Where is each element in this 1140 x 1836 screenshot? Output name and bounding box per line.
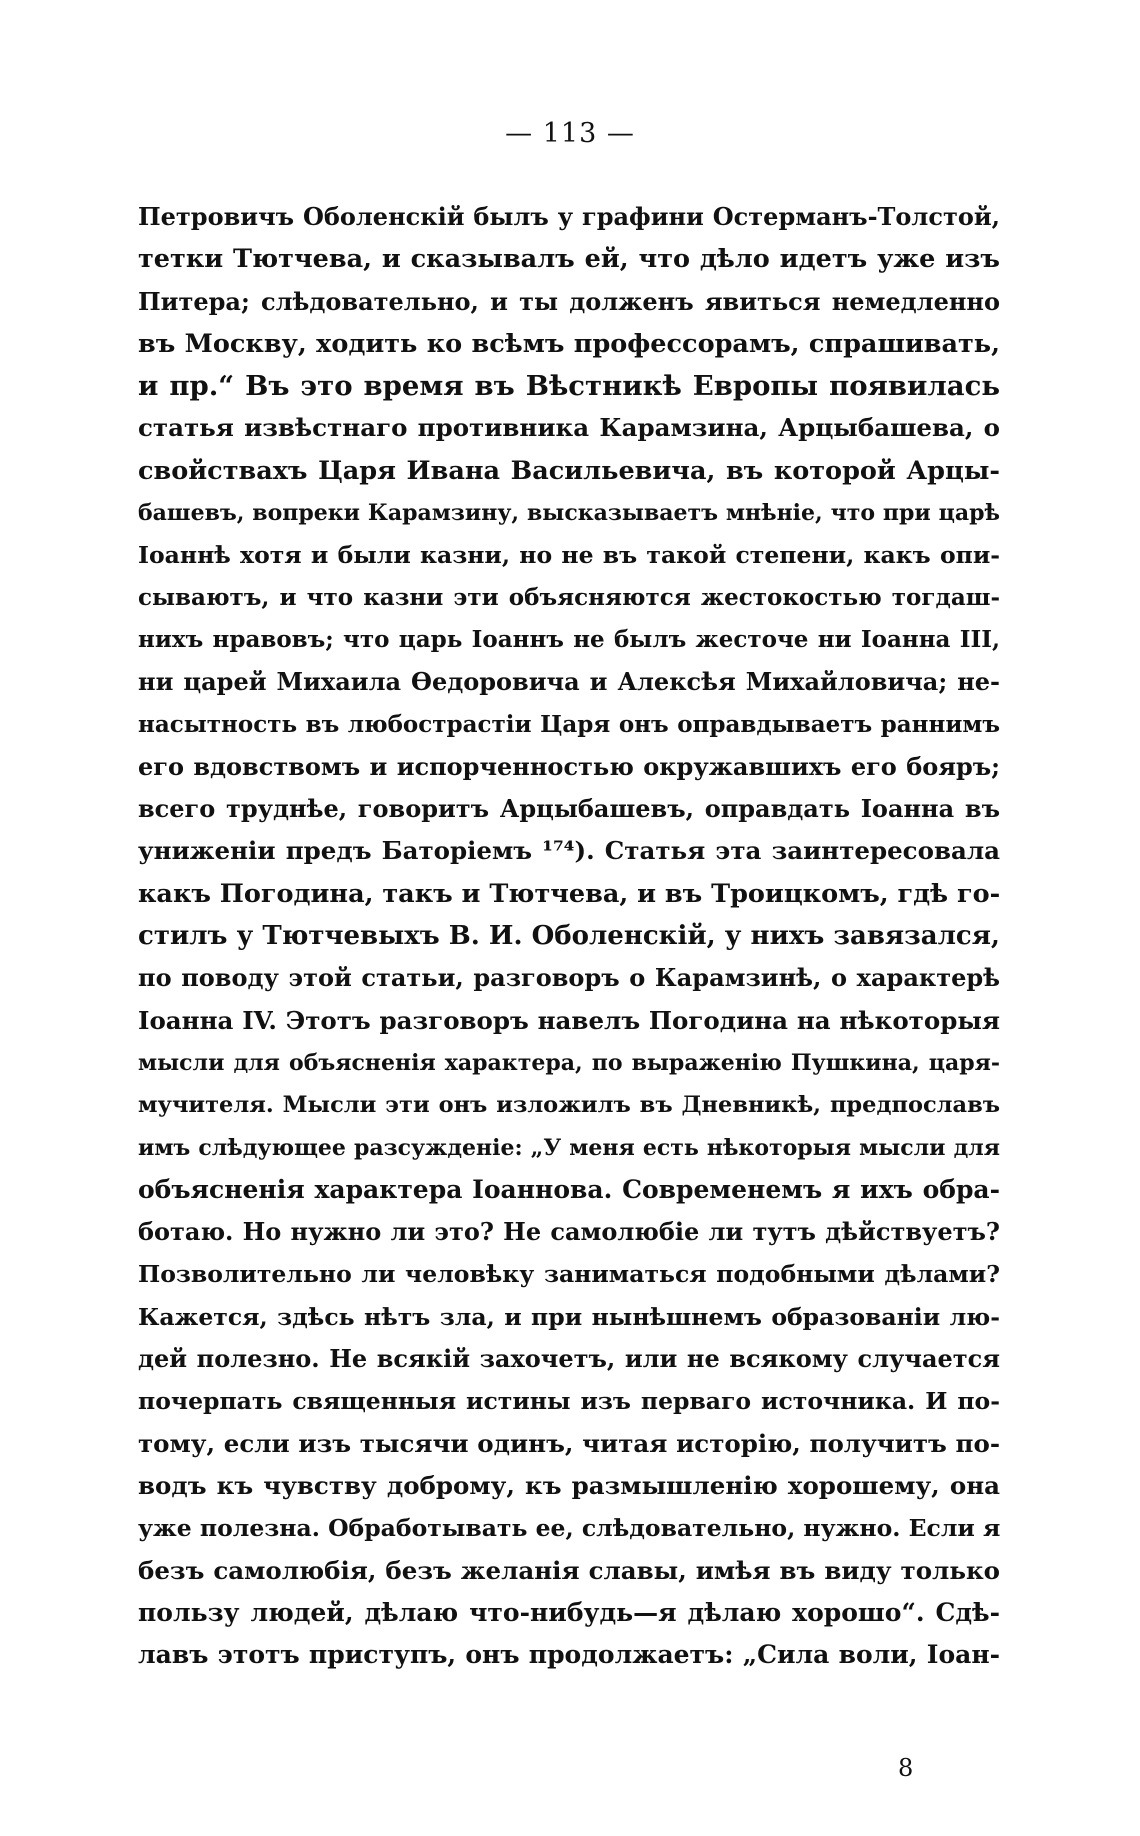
text-line: объясненія характера Іоаннова. Современемъ я ихъ обра- <box>138 1174 1000 1204</box>
text-line: пользу людей, дѣлаю что-нибудь—я дѣлаю хорошо“. Сдѣ- <box>138 1597 1000 1627</box>
page-number: — 113 — <box>505 118 635 149</box>
text-line: сываютъ, и что казни эти объясняются жестокостью тогдаш- <box>138 583 1000 611</box>
text-line: униженіи предъ Баторіемъ ¹⁷⁴). Статья эта заинтересовала <box>138 836 1000 866</box>
text-line: Кажется, здѣсь нѣтъ зла, и при нынѣшнемъ образованіи лю- <box>138 1302 1000 1331</box>
signature-mark: 8 <box>898 1754 914 1782</box>
text-line: ботаю. Но нужно ли это? Не самолюбіе ли тутъ дѣйствуетъ? <box>138 1217 1000 1247</box>
text-line: статья извѣстнаго противника Карамзина, Арцыбашева, о <box>138 413 1000 443</box>
text-line: насытность въ любострастіи Царя онъ оправдываетъ раннимъ <box>138 710 1000 738</box>
text-line: водъ къ чувству доброму, къ размышленію хорошему, она <box>138 1470 1000 1500</box>
text-line: почерпать священныя истины изъ перваго источника. И по- <box>138 1387 1000 1416</box>
text-line: лавъ этотъ приступъ, онъ продолжаетъ: „Сила воли, Іоан- <box>138 1640 1000 1670</box>
text-line: уже полезна. Обработывать ее, слѣдовательно, нужно. Если я <box>138 1514 1001 1543</box>
text-line: его вдовствомъ и испорченностью окружавшихъ его бояръ; <box>138 751 1000 781</box>
text-line: всего труднѣе, говоритъ Арцыбашевъ, оправдать Іоанна въ <box>138 794 1000 824</box>
text-line: имъ слѣдующее разсужденіе: „У меня есть нѣкоторыя мысли для <box>138 1134 1000 1161</box>
text-line: по поводу этой статьи, разговоръ о Карамзинѣ, о характерѣ <box>138 963 1000 993</box>
body-text <box>138 196 1000 1676</box>
text-line: тетки Тютчева, и сказывалъ ей, что дѣло идетъ уже изъ <box>138 244 1000 275</box>
text-line: мысли для объясненія характера, по выраженію Пушкина, царя- <box>138 1049 1000 1076</box>
text-line: ни царей Михаила Ѳедоровича и Алексѣя Михайловича; не- <box>138 667 1000 697</box>
text-line: нихъ нравовъ; что царь Іоаннъ не былъ жесточе ни Іоанна III, <box>138 625 1000 653</box>
text-line: въ Москву, ходить ко всѣмъ профессорамъ, спрашивать, <box>138 328 1000 359</box>
text-line: Іоаннѣ хотя и были казни, но не въ такой степени, какъ опи- <box>138 541 1000 570</box>
text-line: свойствахъ Царя Ивана Васильевича, въ которой Арцы- <box>138 455 1000 486</box>
text-line: Позволительно ли человѣку заниматься подобными дѣлами? <box>138 1260 1000 1289</box>
text-line: какъ Погодина, такъ и Тютчева, и въ Троицкомъ, гдѣ го- <box>138 878 1001 909</box>
text-line: тому, если изъ тысячи одинъ, читая исторію, получитъ по- <box>138 1428 1000 1458</box>
text-line: Іоанна IV. Этотъ разговоръ навелъ Погодина на нѣкоторыя <box>138 1005 1000 1035</box>
text-line: дей полезно. Не всякій захочетъ, или не всякому случается <box>138 1344 1000 1374</box>
text-line: Питера; слѣдовательно, и ты долженъ явиться немедленно <box>138 286 1000 316</box>
text-line: стилъ у Тютчевыхъ В. И. Оболенскій, у нихъ завязался, <box>138 921 1000 952</box>
text-line: башевъ, вопреки Карамзину, высказываетъ мнѣніе, что при царѣ <box>138 500 1000 527</box>
text-line: и пр.“ Въ это время въ Вѣстникѣ Европы появилась <box>138 370 1000 403</box>
text-line: мучителя. Мысли эти онъ изложилъ въ Дневникѣ, предпославъ <box>138 1092 1000 1119</box>
text-line: безъ самолюбія, безъ желанія славы, имѣя въ виду только <box>138 1555 1000 1585</box>
text-line: Петровичъ Оболенскій былъ у графини Остерманъ-Толстой, <box>138 202 1000 231</box>
